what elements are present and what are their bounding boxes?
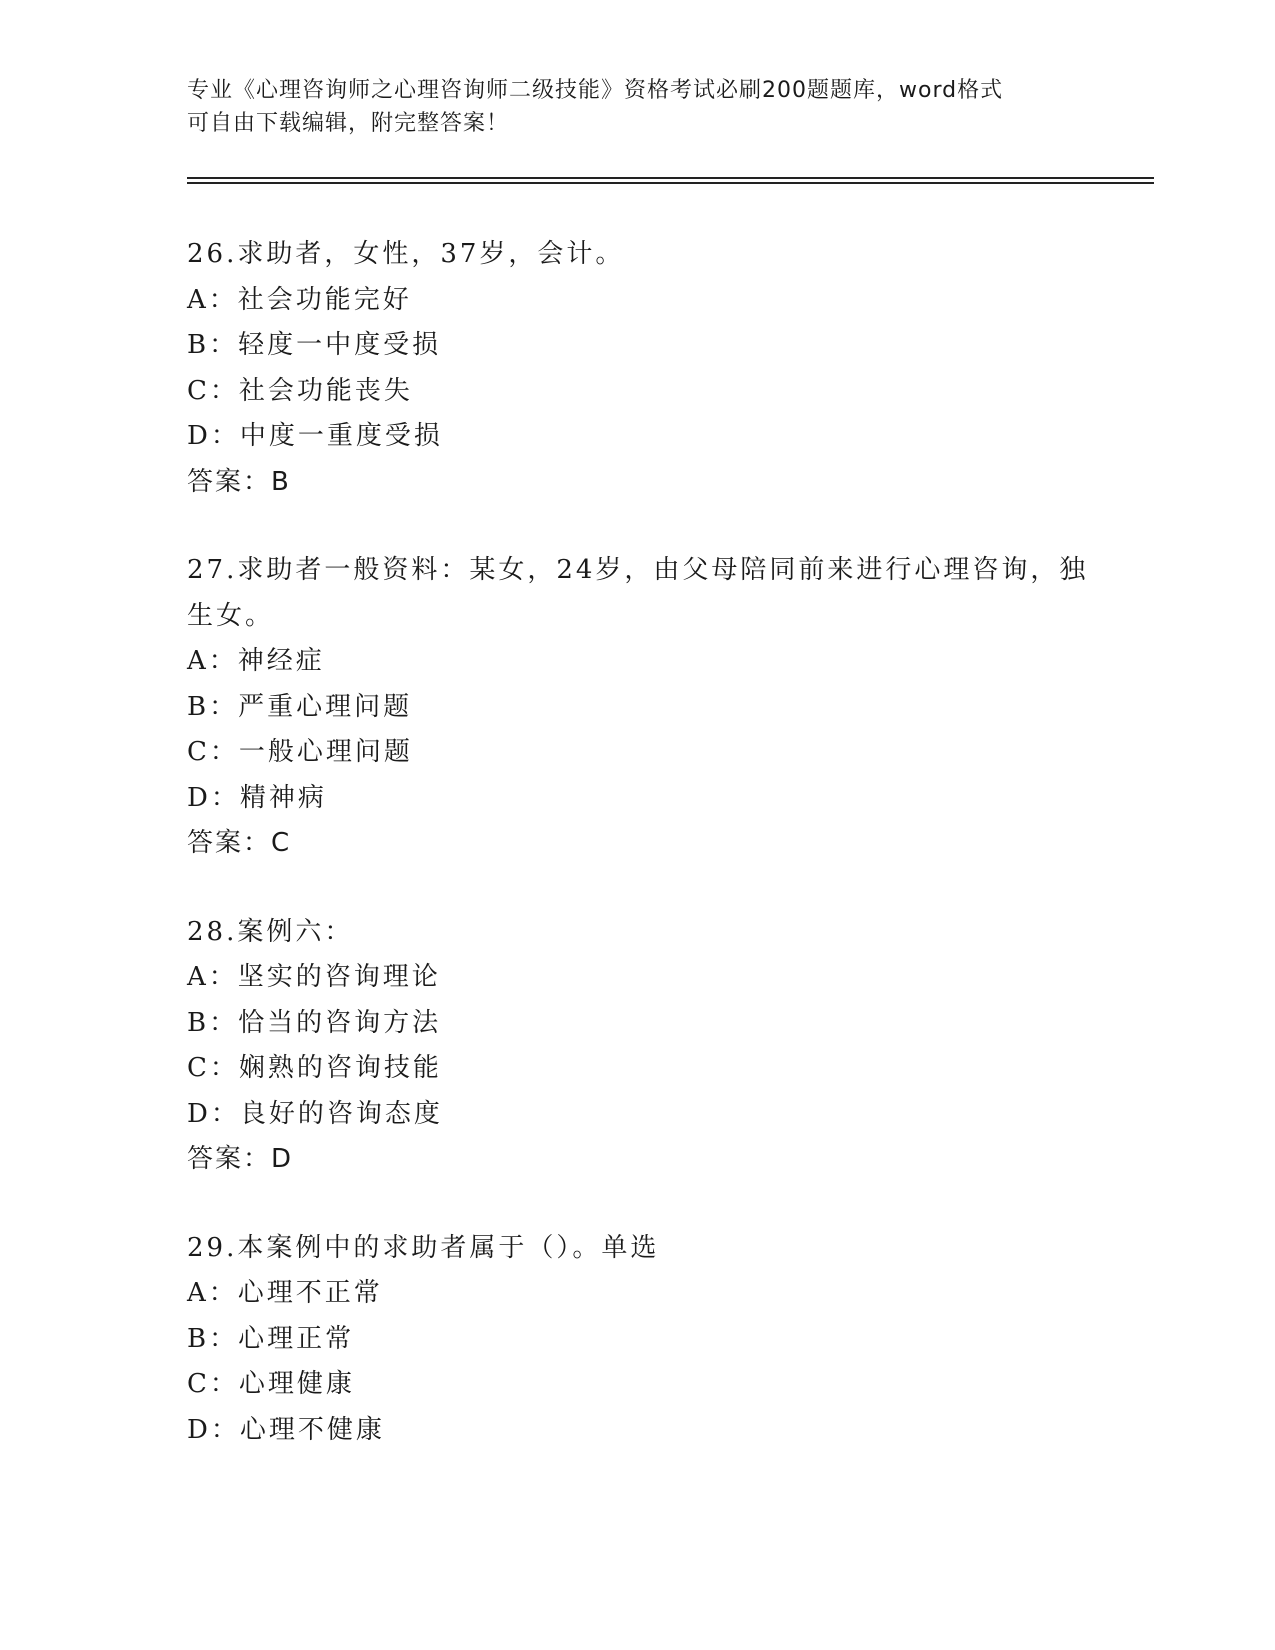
answer-option: B：恰当的咨询方法 (187, 1007, 442, 1038)
answer-option: C：心理健康 (187, 1369, 355, 1399)
header-line-1: 专业《心理咨询师之心理咨询师二级技能》资格考试必刷200题题库，word格式 (187, 78, 1004, 103)
answer-option: C：社会功能丧失 (187, 375, 413, 406)
answer-option: B：轻度一中度受损 (187, 330, 442, 360)
answer-option: A：神经症 (187, 646, 325, 676)
answer-option: D：良好的咨询态度 (187, 1098, 443, 1129)
question-block (187, 548, 1087, 867)
answer-key: 答案：B (187, 466, 291, 497)
question-stem: 生女。 (187, 600, 275, 631)
question-stem: 28.案例六： (187, 916, 354, 947)
answer-option: D：精神病 (187, 782, 327, 813)
answer-key: 答案：D (187, 1144, 294, 1174)
answer-option: C：娴熟的咨询技能 (187, 1053, 442, 1083)
answer-option: B：心理正常 (187, 1323, 355, 1354)
header-divider-top (187, 177, 1154, 179)
answer-option: A：心理不正常 (187, 1278, 383, 1308)
answer-option: A：坚实的咨询理论 (187, 962, 441, 992)
question-stem: 29.本案例中的求助者属于（）。单选 (187, 1232, 660, 1263)
answer-option: B：严重心理问题 (187, 691, 413, 722)
question-stem: 27.求助者一般资料：某女，24岁，由父母陪同前来进行心理咨询，独 (187, 555, 1089, 585)
question-stem: 26.求助者，女性，37岁，会计。 (187, 239, 625, 269)
answer-key: 答案：C (187, 828, 292, 858)
document-header (187, 74, 1087, 140)
header-line-2: 可自由下载编辑，附完整答案！ (187, 111, 510, 136)
header-divider-bottom (187, 182, 1154, 184)
answer-option: C：一般心理问题 (187, 737, 413, 767)
question-block (187, 1226, 1087, 1454)
answer-option: D：心理不健康 (187, 1414, 385, 1445)
question-list (187, 232, 1087, 1496)
question-block (187, 910, 1087, 1183)
answer-option: A：社会功能完好 (187, 284, 412, 315)
answer-option: D：中度一重度受损 (187, 421, 443, 451)
question-block (187, 232, 1087, 505)
